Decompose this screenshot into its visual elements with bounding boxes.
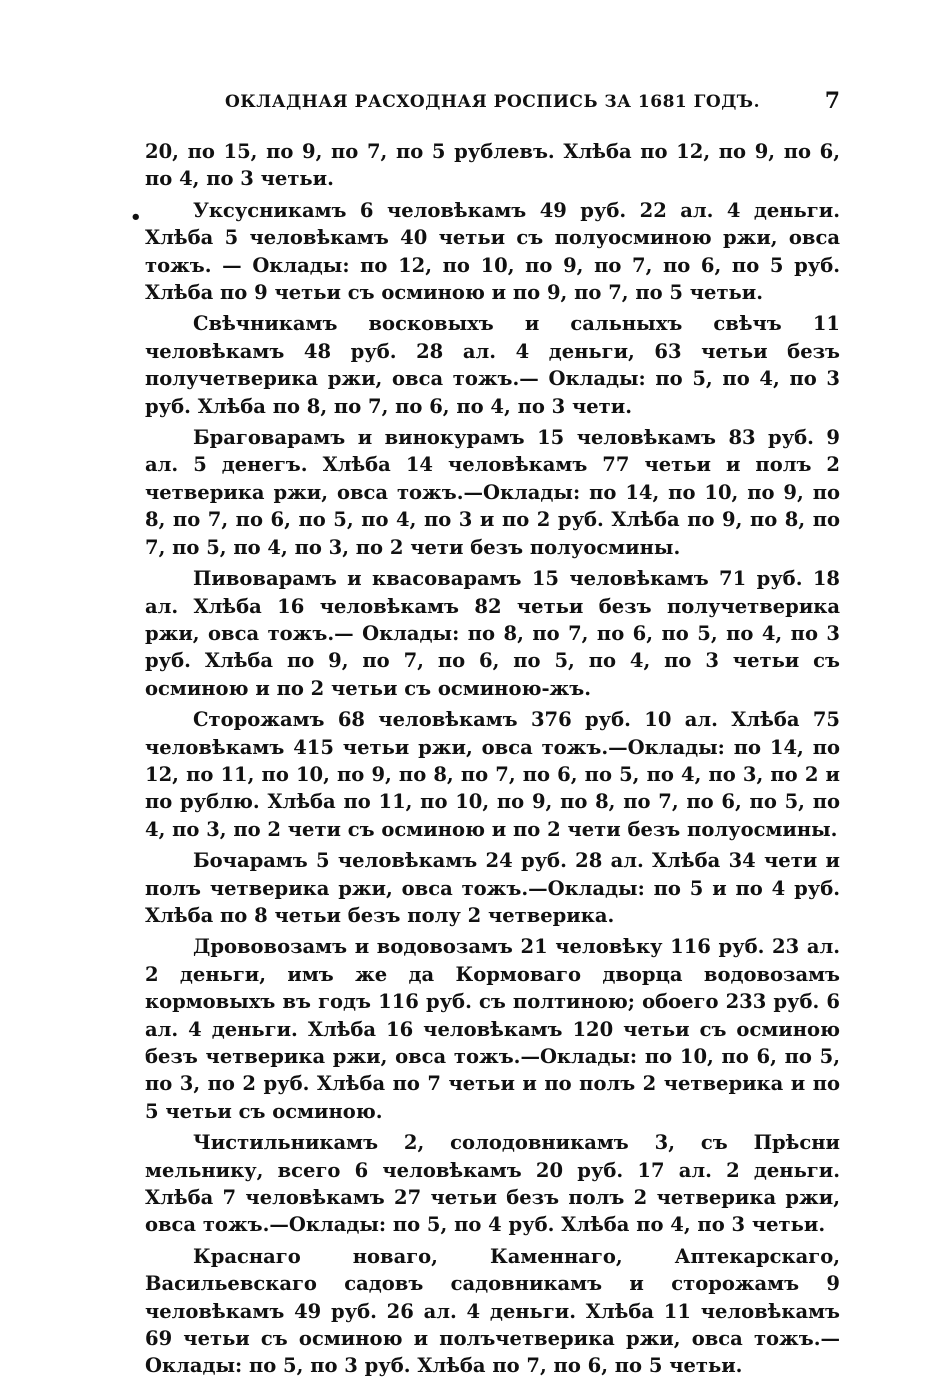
paragraph-continuation: 20, по 15, по 9, по 7, по 5 рублевъ. Хлѣба по 12, по 9, по 6, по 4, по 3 четьи. [145, 140, 840, 191]
paragraph-bragovary: Браговарамъ и винокурамъ 15 человѣкамъ 83 руб. 9 ал. 5 денегъ. Хлѣба 14 человѣкамъ 77 четьи и полъ 2 четверика ржи, овса тожъ.—Оклады: по 14, по 10, по 9, по 8, по 7, по 6, по 5, по 4, по 3 и по 2 руб. Хлѣба по 9, по 8, по 7, по 5, по 4, по 3, по 2 чети безъ полуосмины. [145, 426, 840, 559]
paragraph-sadovniki: Краснаго новаго, Каменнаго, Аптекарскаго, Васильевскаго садовъ садовникамъ и сторожамъ 9 человѣкамъ 49 руб. 26 ал. 4 деньги. Хлѣба 11 человѣкамъ 69 четьи съ осминою и полъчетверика ржи, овса тожъ.—Оклады: по 5, по 3 руб. Хлѣба по 7, по 6, по 5 четьи. [145, 1244, 840, 1378]
paragraph-chistilniki: Чистильникамъ 2, солодовникамъ 3, съ Прѣсни мельнику, всего 6 человѣкамъ 20 руб. 17 ал. 2 деньги. Хлѣба 7 человѣкамъ 27 четьи безъ полъ 2 четверика ржи, овса тожъ.—Оклады: по 5, по 4 руб. Хлѣба по 4, по 3 четьи. [145, 1131, 840, 1237]
paragraph-drovovozy: Дрововозамъ и водовозамъ 21 человѣку 116 руб. 23 ал. 2 деньги, имъ же да Кормоваго дворца водовозамъ кормовыхъ въ годъ 116 руб. съ полтиною; обоего 233 руб. 6 ал. 4 деньги. Хлѣба 16 человѣкамъ 120 четьи съ осминою безъ четверика ржи, овса тожъ.—Оклады: по 10, по 6, по 5, по 3, по 2 руб. Хлѣба по 7 четьи и по полъ 2 четверика и по 5 четьи съ осминою. [145, 935, 840, 1123]
margin-mark: • [130, 207, 142, 228]
paragraph-uksusniki: Уксусникамъ 6 человѣкамъ 49 руб. 22 ал. 4 деньги. Хлѣба 5 человѣкамъ 40 четьи съ полуосминою ржи, овса тожъ. — Оклады: по 12, по 10, по 9, по 7, по 6, по 5 руб. Хлѣба по 9 четьи съ осминою и по 9, по 7, по 5 четьи. [145, 198, 840, 305]
page-number: 7 [824, 88, 840, 114]
paragraph-storozha: Сторожамъ 68 человѣкамъ 376 руб. 10 ал. Хлѣба 75 человѣкамъ 415 четьи ржи, овса тожъ.—Оклады: по 14, по 12, по 11, по 10, по 9, по 8, по 7, по 6, по 5, по 4, по 3, по 2 и по рублю. Хлѣба по 11, по 10, по 9, по 8, по 7, по 6, по 5, по 4, по 3, по 2 чети съ осминою и по 2 чети безъ полуосмины. [145, 708, 840, 841]
text-body [145, 138, 840, 1380]
paragraph-pivovary: Пивоварамъ и квасоварамъ 15 человѣкамъ 71 руб. 18 ал. Хлѣба 16 человѣкамъ 82 четьи безъ получетверика ржи, овса тожъ.— Оклады: по 8, по 7, по 6, по 5, по 4, по 3 руб. Хлѣба по 9, по 7, по 6, по 5, по 4, по 3 четьи съ осминою и по 2 четьи съ осминою-жъ. [145, 567, 840, 700]
running-head-title: ОКЛАДНАЯ РАСХОДНАЯ РОСПИСЬ ЗА 1681 ГОДЪ. [225, 92, 760, 112]
paragraph-bochary: Бочарамъ 5 человѣкамъ 24 руб. 28 ал. Хлѣба 34 чети и полъ четверика ржи, овса тожъ.—Оклады: по 5 и по 4 руб. Хлѣба по 8 четьи безъ полу 2 четверика. [145, 849, 840, 927]
paragraph-svechniki: Свѣчникамъ восковыхъ и сальныхъ свѣчъ 11 человѣкамъ 48 руб. 28 ал. 4 деньги, 63 четьи безъ получетверика ржи, овса тожъ.— Оклады: по 5, по 4, по 3 руб. Хлѣба по 8, по 7, по 6, по 4, по 3 чети. [145, 312, 840, 418]
running-head [145, 88, 840, 118]
